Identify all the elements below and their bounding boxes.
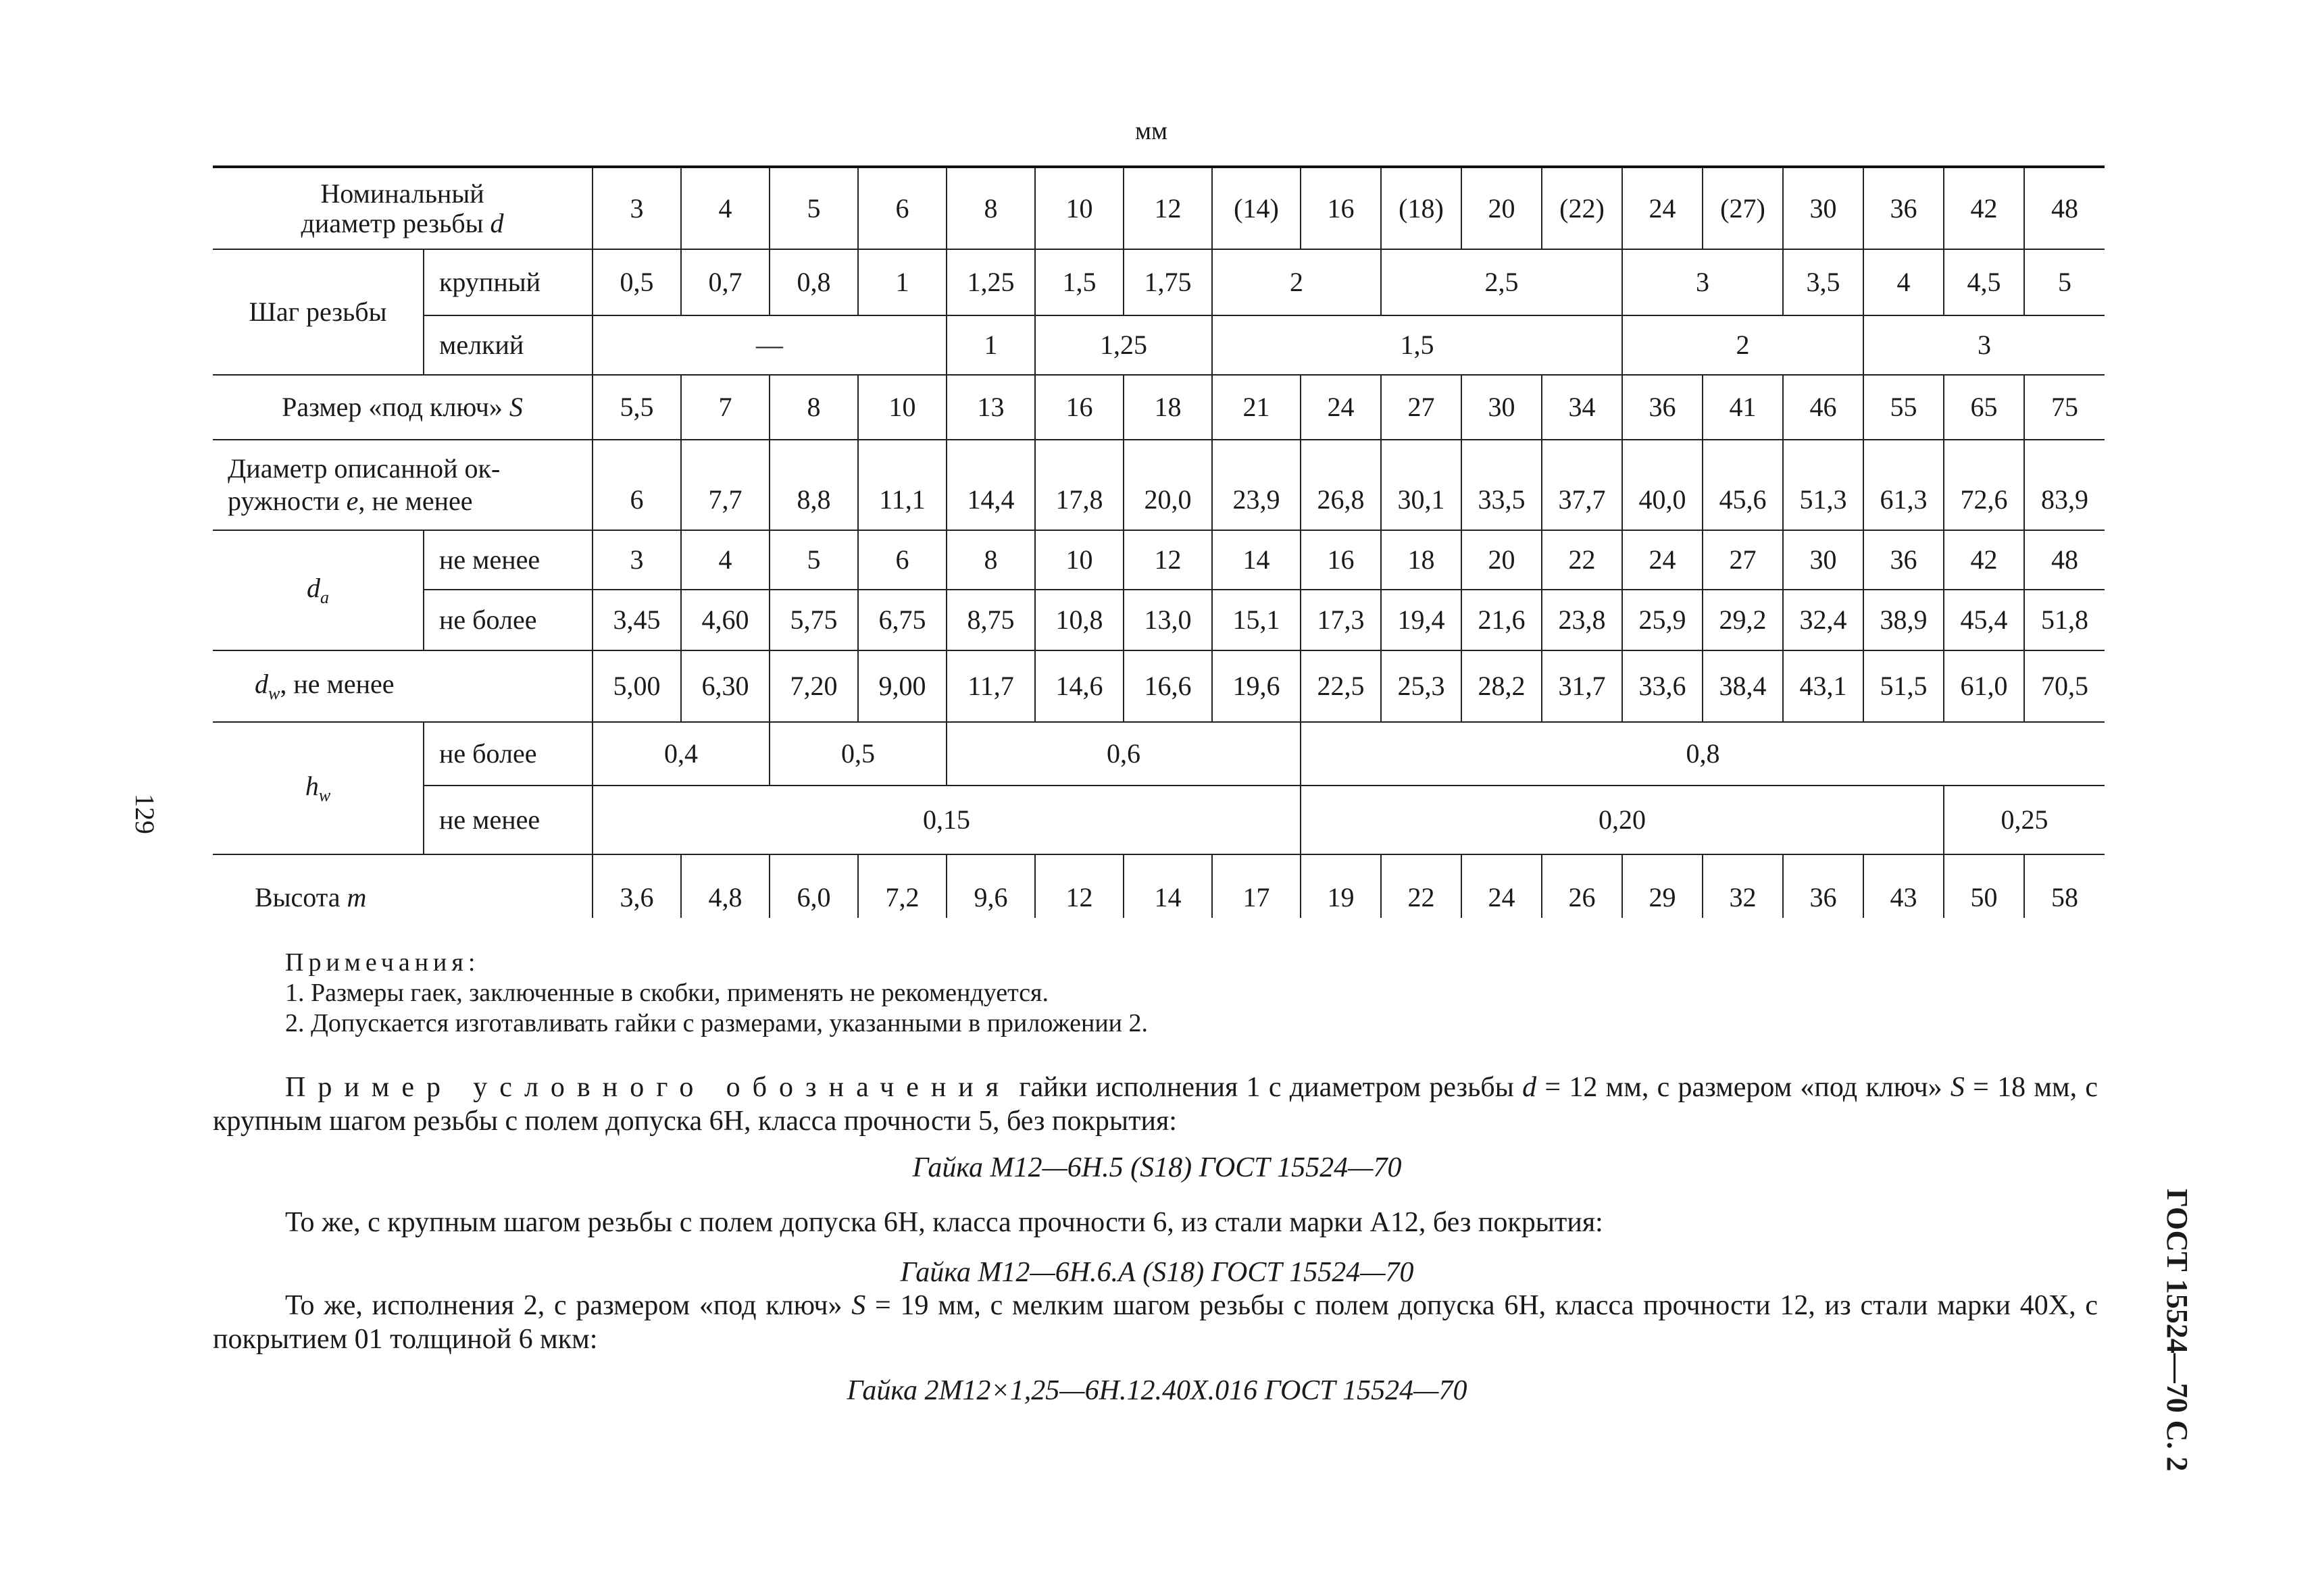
- dw-cell: 43,1: [1783, 650, 1863, 722]
- dw-sub: w: [268, 683, 280, 703]
- diameter-cell: 8: [947, 167, 1035, 249]
- designation-3: Гайка 2М12×1,25—6Н.12.40Х.016 ГОСТ 15524—70: [847, 1375, 1467, 1406]
- hw-max-row: [213, 722, 2105, 786]
- dw-cell: 28,2: [1461, 650, 1542, 722]
- hw-min-label: не менее: [424, 786, 593, 854]
- fine-cell: 1,5: [1212, 315, 1622, 375]
- dw-cell: 19,6: [1212, 650, 1301, 722]
- designation-2: Гайка М12—6Н.6.А (S18) ГОСТ 15524—70: [900, 1257, 1414, 1288]
- example-var: S: [1950, 1072, 1965, 1103]
- side-running-title: ГОСТ 15524—70 С. 2: [2161, 1189, 2194, 1472]
- height-label: Высота: [255, 882, 341, 912]
- height-cell: 36: [1783, 854, 1863, 918]
- coarse-label: крупный: [424, 249, 593, 315]
- circum-cell: 11,1: [858, 440, 947, 530]
- note-item: 2. Допускается изготавливать гайки с размерами, указанными в приложении 2.: [285, 1009, 1149, 1037]
- da-min-cell: 12: [1124, 530, 1212, 590]
- wrench-cell: 27: [1381, 375, 1461, 440]
- height-cell: 4,8: [681, 854, 770, 918]
- circum-cell: 20,0: [1124, 440, 1212, 530]
- da-max-cell: 4,60: [681, 590, 770, 650]
- dw-cell: 5,00: [593, 650, 681, 722]
- da-min-cell: 22: [1542, 530, 1622, 590]
- hw-min-row: [213, 786, 2105, 854]
- nut-dimensions-table: [213, 165, 2105, 918]
- wrench-label: Размер «под ключ»: [282, 392, 503, 422]
- circum-cell: 61,3: [1863, 440, 1944, 530]
- coarse-cell: 0,5: [593, 249, 681, 315]
- height-cell: 3,6: [593, 854, 681, 918]
- dw-label-cell: [213, 650, 593, 722]
- dw-cell: 33,6: [1622, 650, 1703, 722]
- dw-cell: 51,5: [1863, 650, 1944, 722]
- hw-max-cell: 0,5: [770, 722, 947, 786]
- circum-label-cell: [213, 440, 593, 530]
- circum-cell: 33,5: [1461, 440, 1542, 530]
- wrench-cell: 7: [681, 375, 770, 440]
- height-cell: 22: [1381, 854, 1461, 918]
- example-heading: Пример условного обозначения: [285, 1072, 1011, 1103]
- da-max-label: не более: [424, 590, 593, 650]
- wrench-cell: 55: [1863, 375, 1944, 440]
- fine-label: мелкий: [424, 315, 593, 375]
- wrench-cell: 41: [1703, 375, 1783, 440]
- diameter-cell: 30: [1783, 167, 1863, 249]
- wrench-cell: 5,5: [593, 375, 681, 440]
- da-min-label: не менее: [424, 530, 593, 590]
- height-cell: 7,2: [858, 854, 947, 918]
- note-item: 1. Размеры гаек, заключенные в скобки, применять не рекомендуется.: [285, 979, 1049, 1007]
- hw-max-cell: 0,4: [593, 722, 770, 786]
- dw-cell: 9,00: [858, 650, 947, 722]
- circum-cell: 37,7: [1542, 440, 1622, 530]
- dw-cell: 61,0: [1944, 650, 2024, 722]
- dw-cell: 70,5: [2024, 650, 2105, 722]
- da-min-cell: 5: [770, 530, 858, 590]
- example-var: S: [851, 1290, 866, 1321]
- diameter-cell: 16: [1301, 167, 1381, 249]
- diameter-cell: 3: [593, 167, 681, 249]
- diameter-cell: (14): [1212, 167, 1301, 249]
- wrench-var: S: [509, 392, 523, 422]
- diameter-cell: (18): [1381, 167, 1461, 249]
- height-cell: 14: [1124, 854, 1212, 918]
- circum-cell: 51,3: [1783, 440, 1863, 530]
- da-min-cell: 42: [1944, 530, 2024, 590]
- circum-cell: 8,8: [770, 440, 858, 530]
- wrench-cell: 30: [1461, 375, 1542, 440]
- dw-suffix: , не менее: [280, 668, 395, 699]
- da-max-cell: 15,1: [1212, 590, 1301, 650]
- circum-cell: 83,9: [2024, 440, 2105, 530]
- example-text: То же, исполнения 2, с размером «под ключ»: [285, 1290, 852, 1321]
- da-min-cell: 24: [1622, 530, 1703, 590]
- wrench-cell: 13: [947, 375, 1035, 440]
- header-label-cell: [213, 167, 593, 249]
- designation-1: Гайка М12—6Н.5 (S18) ГОСТ 15524—70: [912, 1152, 1402, 1183]
- da-max-cell: 3,45: [593, 590, 681, 650]
- coarse-cell: 4,5: [1944, 249, 2024, 315]
- wrench-cell: 65: [1944, 375, 2024, 440]
- height-cell: 9,6: [947, 854, 1035, 918]
- header-row: [213, 167, 2105, 249]
- da-max-cell: 8,75: [947, 590, 1035, 650]
- dw-cell: 11,7: [947, 650, 1035, 722]
- da-max-cell: 17,3: [1301, 590, 1381, 650]
- example-text: гайки исполнения 1 с диаметром резьбы: [1011, 1072, 1523, 1103]
- da-var: d: [307, 572, 320, 603]
- da-min-cell: 6: [858, 530, 947, 590]
- hw-max-label: не более: [424, 722, 593, 786]
- fine-cell: 1: [947, 315, 1035, 375]
- fine-cell: —: [593, 315, 947, 375]
- height-cell: 58: [2024, 854, 2105, 918]
- header-label-line2: диаметр резьбы: [301, 207, 484, 238]
- da-min-cell: 48: [2024, 530, 2105, 590]
- circum-cell: 72,6: [1944, 440, 2024, 530]
- dw-cell: 6,30: [681, 650, 770, 722]
- da-max-cell: 38,9: [1863, 590, 1944, 650]
- da-min-row: [213, 530, 2105, 590]
- wrench-cell: 16: [1035, 375, 1124, 440]
- unit-label: мм: [1135, 117, 1168, 145]
- da-max-cell: 5,75: [770, 590, 858, 650]
- circum-var: e: [346, 486, 359, 516]
- wrench-cell: 34: [1542, 375, 1622, 440]
- height-cell: 6,0: [770, 854, 858, 918]
- example-paragraph-2: [213, 1206, 2098, 1239]
- diameter-cell: 12: [1124, 167, 1212, 249]
- example-var: d: [1522, 1072, 1537, 1103]
- coarse-cell: 2,5: [1381, 249, 1622, 315]
- coarse-cell: 2: [1212, 249, 1381, 315]
- da-max-cell: 51,8: [2024, 590, 2105, 650]
- da-max-cell: 25,9: [1622, 590, 1703, 650]
- height-cell: 43: [1863, 854, 1944, 918]
- dw-cell: 25,3: [1381, 650, 1461, 722]
- fine-cell: 2: [1622, 315, 1863, 375]
- circum-label-line2: ружности: [228, 486, 340, 516]
- example-text: = 19 мм, с мелким шагом резьбы с полем допуска 6Н, класса прочности 12, из стали марки 40Х, с покрытием 01 толщиной 6 мкм:: [213, 1290, 2098, 1355]
- page-number: 129: [130, 794, 160, 834]
- circum-cell: 6: [593, 440, 681, 530]
- diameter-cell: 24: [1622, 167, 1703, 249]
- da-max-cell: 19,4: [1381, 590, 1461, 650]
- da-min-cell: 30: [1783, 530, 1863, 590]
- hw-sub: w: [318, 785, 331, 805]
- da-min-cell: 20: [1461, 530, 1542, 590]
- diameter-cell: 48: [2024, 167, 2105, 249]
- height-row: [213, 854, 2105, 918]
- example-paragraph-1: [213, 1071, 2098, 1138]
- wrench-cell: 46: [1783, 375, 1863, 440]
- dw-var: d: [255, 668, 268, 699]
- coarse-cell: 3: [1622, 249, 1783, 315]
- da-max-cell: 10,8: [1035, 590, 1124, 650]
- hw-min-cell: 0,20: [1301, 786, 1944, 854]
- coarse-cell: 4: [1863, 249, 1944, 315]
- fine-pitch-row: [213, 315, 2105, 375]
- wrench-cell: 36: [1622, 375, 1703, 440]
- diameter-cell: 5: [770, 167, 858, 249]
- wrench-size-row: [213, 375, 2105, 440]
- diameter-cell: 10: [1035, 167, 1124, 249]
- coarse-cell: 3,5: [1783, 249, 1863, 315]
- hw-max-cell: 0,8: [1301, 722, 2105, 786]
- example-text: То же, с крупным шагом резьбы с полем допуска 6Н, класса прочности 6, из стали марки А12, без покрытия:: [285, 1207, 1603, 1238]
- diameter-cell: 20: [1461, 167, 1542, 249]
- circum-suffix: , не менее: [358, 486, 473, 516]
- circum-cell: 23,9: [1212, 440, 1301, 530]
- da-max-row: [213, 590, 2105, 650]
- height-cell: 12: [1035, 854, 1124, 918]
- dw-cell: 14,6: [1035, 650, 1124, 722]
- da-min-cell: 36: [1863, 530, 1944, 590]
- da-label-cell: [213, 530, 424, 650]
- coarse-cell: 5: [2024, 249, 2105, 315]
- da-min-cell: 4: [681, 530, 770, 590]
- wrench-cell: 8: [770, 375, 858, 440]
- wrench-label-cell: [213, 375, 593, 440]
- dw-row: [213, 650, 2105, 722]
- hw-max-cell: 0,6: [947, 722, 1301, 786]
- dw-cell: 7,20: [770, 650, 858, 722]
- diameter-cell: (27): [1703, 167, 1783, 249]
- circumscribed-diameter-row: [213, 440, 2105, 530]
- da-min-cell: 3: [593, 530, 681, 590]
- circum-cell: 17,8: [1035, 440, 1124, 530]
- wrench-cell: 24: [1301, 375, 1381, 440]
- circum-cell: 7,7: [681, 440, 770, 530]
- circum-cell: 40,0: [1622, 440, 1703, 530]
- diameter-cell: 4: [681, 167, 770, 249]
- dw-cell: 31,7: [1542, 650, 1622, 722]
- da-min-cell: 14: [1212, 530, 1301, 590]
- da-sub: a: [320, 587, 329, 607]
- da-min-cell: 10: [1035, 530, 1124, 590]
- da-max-cell: 6,75: [858, 590, 947, 650]
- height-cell: 24: [1461, 854, 1542, 918]
- dw-cell: 22,5: [1301, 650, 1381, 722]
- height-var: m: [347, 882, 367, 912]
- da-max-cell: 21,6: [1461, 590, 1542, 650]
- coarse-cell: 0,7: [681, 249, 770, 315]
- coarse-cell: 1,25: [947, 249, 1035, 315]
- fine-cell: 3: [1863, 315, 2105, 375]
- hw-min-cell: 0,25: [1944, 786, 2105, 854]
- dw-cell: 16,6: [1124, 650, 1212, 722]
- coarse-cell: 1: [858, 249, 947, 315]
- example-text: = 18 мм, с крупным шагом резьбы с полем допуска 6H, класса прочности 5, без покрытия:: [213, 1072, 2098, 1137]
- header-label-var: d: [490, 207, 504, 238]
- circum-cell: 14,4: [947, 440, 1035, 530]
- dw-cell: 38,4: [1703, 650, 1783, 722]
- fine-cell: 1,25: [1035, 315, 1212, 375]
- da-min-cell: 8: [947, 530, 1035, 590]
- da-max-cell: 45,4: [1944, 590, 2024, 650]
- circum-cell: 30,1: [1381, 440, 1461, 530]
- height-cell: 50: [1944, 854, 2024, 918]
- pitch-label: Шаг резьбы: [213, 249, 424, 375]
- circum-cell: 45,6: [1703, 440, 1783, 530]
- coarse-cell: 1,5: [1035, 249, 1124, 315]
- wrench-cell: 10: [858, 375, 947, 440]
- coarse-cell: 0,8: [770, 249, 858, 315]
- da-max-cell: 32,4: [1783, 590, 1863, 650]
- wrench-cell: 21: [1212, 375, 1301, 440]
- wrench-cell: 75: [2024, 375, 2105, 440]
- wrench-cell: 18: [1124, 375, 1212, 440]
- height-cell: 19: [1301, 854, 1381, 918]
- coarse-cell: 1,75: [1124, 249, 1212, 315]
- diameter-cell: 6: [858, 167, 947, 249]
- diameter-cell: 36: [1863, 167, 1944, 249]
- height-cell: 26: [1542, 854, 1622, 918]
- da-max-cell: 13,0: [1124, 590, 1212, 650]
- height-cell: 29: [1622, 854, 1703, 918]
- height-cell: 17: [1212, 854, 1301, 918]
- circum-label-line1: Диаметр описанной ок-: [228, 453, 501, 484]
- hw-var: h: [305, 770, 319, 801]
- height-label-cell: [213, 854, 593, 918]
- hw-min-cell: 0,15: [593, 786, 1301, 854]
- diameter-cell: 42: [1944, 167, 2024, 249]
- da-max-cell: 29,2: [1703, 590, 1783, 650]
- example-paragraph-3: [213, 1289, 2098, 1356]
- notes-block: [285, 948, 1148, 1039]
- hw-label-cell: [213, 722, 424, 854]
- coarse-pitch-row: [213, 249, 2105, 315]
- height-cell: 32: [1703, 854, 1783, 918]
- da-min-cell: 18: [1381, 530, 1461, 590]
- header-label-line1: Номинальный: [320, 178, 484, 209]
- example-text: = 12 мм, с размером «под ключ»: [1536, 1072, 1951, 1103]
- diameter-cell: (22): [1542, 167, 1622, 249]
- notes-title: Примечания:: [285, 948, 480, 977]
- circum-cell: 26,8: [1301, 440, 1381, 530]
- da-max-cell: 23,8: [1542, 590, 1622, 650]
- da-min-cell: 16: [1301, 530, 1381, 590]
- da-min-cell: 27: [1703, 530, 1783, 590]
